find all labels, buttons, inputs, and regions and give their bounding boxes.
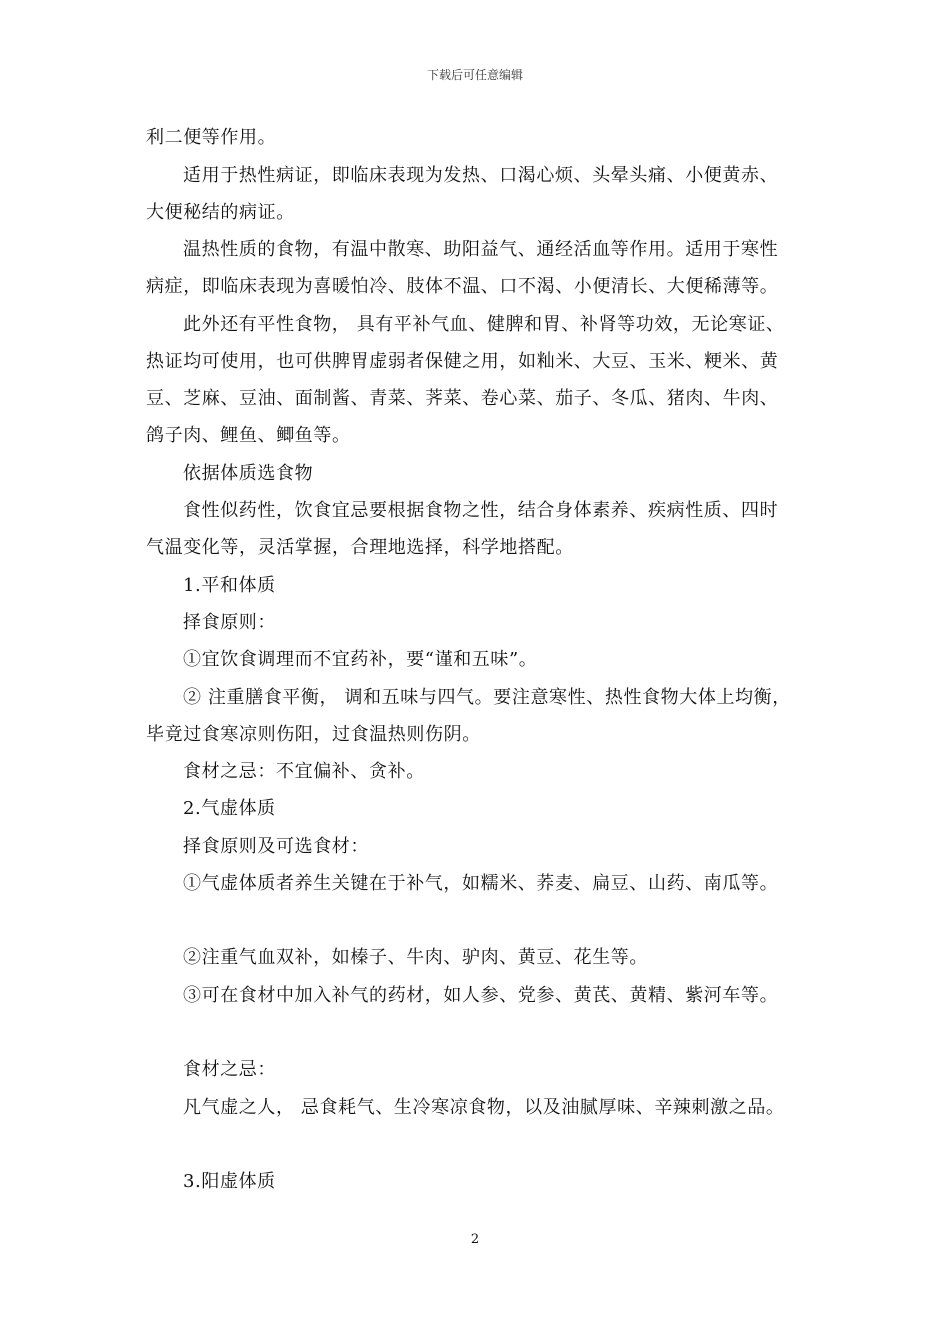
- body-line: 病症，即临床表现为喜暖怕冷、肢体不温、口不渴、小便清长、大便稀薄等。: [146, 276, 779, 297]
- list-item: ③可在食材中加入补气的药材，如人参、党参、黄芪、黄精、紫河车等。: [183, 985, 779, 1006]
- body-line: 食材之忌：不宜偏补、贪补。: [183, 761, 425, 782]
- body-line: 凡气虚之人， 忌食耗气、生冷寒凉食物，以及油腻厚味、辛辣刺激之品。: [183, 1097, 785, 1118]
- page-number: 2: [470, 1232, 480, 1247]
- body-line: 温热性质的食物，有温中散寒、助阳益气、通经活血等作用。适用于寒性: [183, 239, 779, 260]
- list-item: ② 注重膳食平衡， 调和五味与四气。要注意寒性、热性食物大体上均衡，: [183, 687, 791, 708]
- body-line: 食材之忌：: [183, 1059, 276, 1080]
- body-line: 择食原则：: [183, 612, 276, 633]
- list-item: ①宜饮食调理而不宜药补，要“谨和五味”。: [183, 649, 538, 670]
- body-line: 毕竟过食寒凉则伤阳，过食温热则伤阴。: [146, 724, 481, 745]
- body-line: 大便秘结的病证。: [146, 202, 295, 223]
- subsection-heading: 1.平和体质: [183, 575, 276, 596]
- subsection-heading: 3.阳虚体质: [183, 1171, 276, 1192]
- section-heading: 依据体质选食物: [183, 463, 314, 484]
- body-line: 此外还有平性食物， 具有平补气血、健脾和胃、补肾等功效，无论寒证、: [183, 314, 785, 335]
- list-item: ②注重气血双补，如榛子、牛肉、驴肉、黄豆、花生等。: [183, 947, 648, 968]
- subsection-heading: 2.气虚体质: [183, 798, 276, 819]
- body-line: 热证均可使用，也可供脾胃虚弱者保健之用，如籼米、大豆、玉米、粳米、黄: [146, 351, 779, 372]
- page-header: 下载后可任意编辑: [426, 68, 523, 82]
- body-line: 气温变化等，灵活掌握，合理地选择，科学地搭配。: [146, 537, 574, 558]
- body-line: 鸽子肉、鲤鱼、鲫鱼等。: [146, 425, 351, 446]
- body-line: 适用于热性病证，即临床表现为发热、口渴心烦、头晕头痛、小便黄赤、: [183, 165, 779, 186]
- body-line: 食性似药性，饮食宜忌要根据食物之性，结合身体素养、疾病性质、四时: [183, 500, 779, 521]
- body-line: 择食原则及可选食材：: [183, 836, 369, 857]
- body-line: 利二便等作用。: [146, 127, 277, 148]
- body-line: 豆、芝麻、豆油、面制酱、青菜、荠菜、卷心菜、茄子、冬瓜、猪肉、牛肉、: [146, 388, 779, 409]
- list-item: ①气虚体质者养生关键在于补气，如糯米、荞麦、扁豆、山药、南瓜等。: [183, 873, 779, 894]
